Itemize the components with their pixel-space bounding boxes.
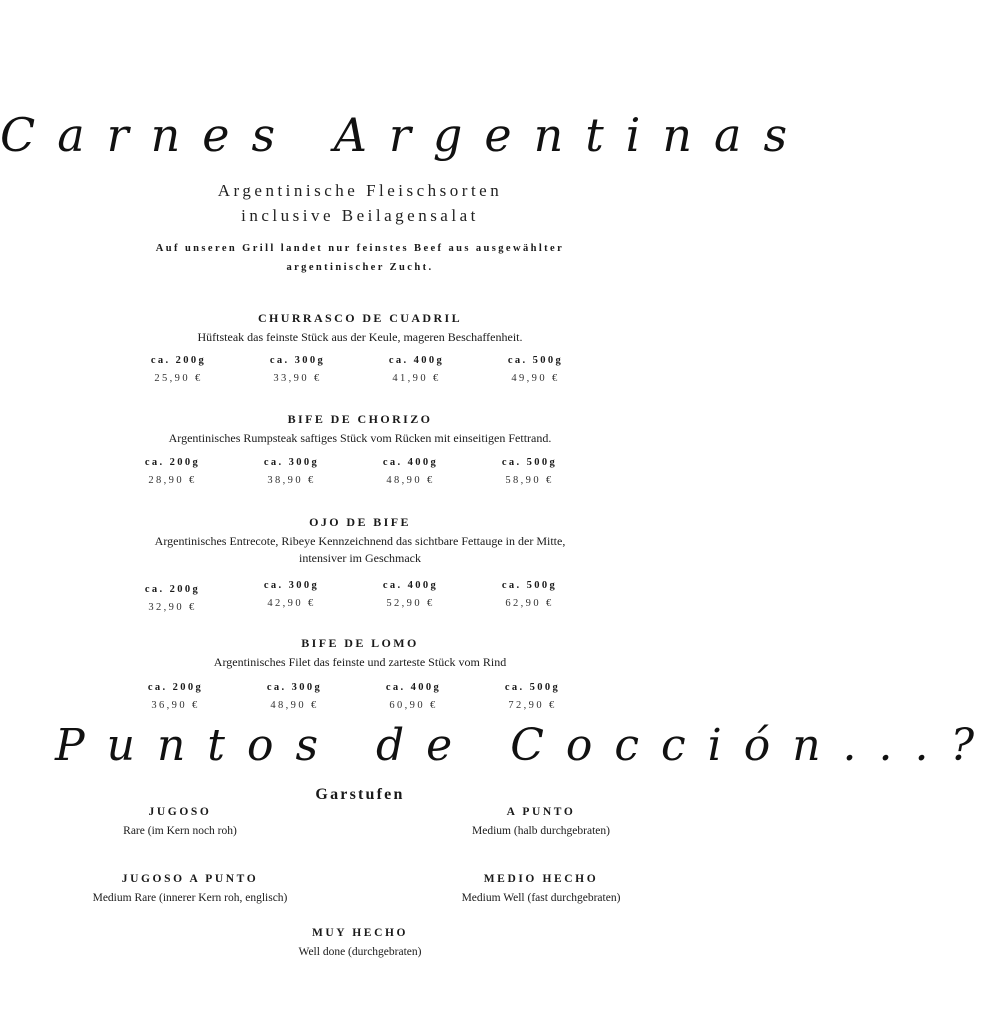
cut-desc-ojo-de-bife-line-2: intensiver im Geschmack — [299, 551, 421, 565]
price-label: 42,90 € — [267, 598, 316, 609]
cut-name-ojo-de-bife: OJO DE BIFE — [309, 515, 411, 529]
doneness-name: MEDIO HECHO — [483, 873, 599, 885]
weight-label: ca. 300g — [263, 580, 320, 591]
cut-desc-churrasco: Hüftsteak das feinste Stück aus der Keule, mageren Beschaffenheit. — [197, 330, 523, 344]
price-label: 58,90 € — [505, 475, 554, 486]
weight-label: ca. 400g — [385, 682, 442, 693]
weight-label: ca. 300g — [266, 682, 323, 693]
price-label: 33,90 € — [273, 373, 322, 384]
cut-name-bife-de-lomo: BIFE DE LOMO — [301, 636, 419, 650]
price-label: 32,90 € — [148, 602, 197, 613]
doneness-item-a-punto — [425, 806, 657, 837]
doneness-desc: Rare (im Kern noch roh) — [123, 825, 237, 837]
intro-line-2: argentinischer Zucht. — [286, 262, 434, 273]
price-label: 28,90 € — [148, 475, 197, 486]
price-label: 41,90 € — [392, 373, 441, 384]
doneness-desc: Medium (halb durchgebraten) — [472, 825, 610, 837]
price-option — [119, 355, 238, 384]
price-label: 48,90 € — [386, 475, 435, 486]
weight-label: ca. 500g — [507, 355, 564, 366]
price-grid-bife-de-chorizo — [113, 457, 589, 486]
subtitle-line-2: inclusive Beilagensalat — [241, 206, 479, 225]
weight-label: ca. 500g — [501, 457, 558, 468]
price-label: 38,90 € — [267, 475, 316, 486]
menu-title: Carnes Argentinas — [0, 108, 810, 162]
price-label: 52,90 € — [386, 598, 435, 609]
cut-desc-ojo-de-bife: Argentinisches Entrecote, Ribeye Kennzeichnend das sichtbare Fettauge in der Mitte, — [154, 534, 566, 548]
price-option — [238, 355, 357, 384]
price-option — [113, 457, 232, 486]
weight-label: ca. 200g — [144, 584, 201, 595]
price-label: 48,90 € — [270, 700, 319, 711]
price-label: 25,90 € — [154, 373, 203, 384]
doneness-name: JUGOSO A PUNTO — [121, 873, 259, 885]
subtitle-line-1: Argentinische Fleischsorten — [217, 181, 503, 200]
price-option — [351, 457, 470, 486]
intro-line-1: Auf unseren Grill landet nur feinstes Beef aus ausgewählter — [155, 243, 565, 254]
cut-name-churrasco: CHURRASCO DE CUADRIL — [257, 311, 462, 325]
doneness-desc: Medium Well (fast durchgebraten) — [461, 892, 621, 904]
price-label: 62,90 € — [505, 598, 554, 609]
doneness-desc: Well done (durchgebraten) — [298, 946, 422, 958]
doneness-desc: Medium Rare (innerer Kern roh, englisch) — [92, 892, 288, 904]
price-grid-bife-de-lomo — [116, 682, 592, 711]
weight-label: ca. 400g — [382, 580, 439, 591]
doneness-name: MUY HECHO — [311, 927, 409, 939]
price-option — [232, 580, 351, 613]
weight-label: ca. 300g — [263, 457, 320, 468]
doneness-item-jugoso-a-punto — [50, 873, 330, 904]
weight-label: ca. 200g — [150, 355, 207, 366]
price-option — [470, 457, 589, 486]
weight-label: ca. 300g — [269, 355, 326, 366]
doneness-title: Puntos de Cocción...? — [55, 720, 996, 771]
price-option — [354, 682, 473, 711]
price-option — [357, 355, 476, 384]
weight-label: ca. 500g — [501, 580, 558, 591]
cut-desc-bife-de-lomo: Argentinisches Filet das feinste und zarteste Stück vom Rind — [213, 655, 507, 669]
doneness-item-muy-hecho — [0, 927, 720, 958]
cut-desc-bife-de-chorizo: Argentinisches Rumpsteak saftiges Stück vom Rücken mit einseitigen Fettrand. — [168, 431, 552, 445]
price-grid-churrasco — [119, 355, 595, 384]
price-option — [476, 355, 595, 384]
price-option — [470, 580, 589, 613]
weight-label: ca. 200g — [144, 457, 201, 468]
weight-label: ca. 400g — [382, 457, 439, 468]
doneness-name: JUGOSO — [148, 806, 212, 818]
price-label: 60,90 € — [389, 700, 438, 711]
price-option — [235, 682, 354, 711]
weight-label: ca. 500g — [504, 682, 561, 693]
price-option — [351, 580, 470, 613]
price-label: 36,90 € — [151, 700, 200, 711]
price-label: 72,90 € — [508, 700, 557, 711]
price-option — [232, 457, 351, 486]
doneness-subtitle: Garstufen — [315, 786, 405, 803]
doneness-name: A PUNTO — [506, 806, 576, 818]
weight-label: ca. 400g — [388, 355, 445, 366]
price-label: 49,90 € — [511, 373, 560, 384]
price-option — [113, 580, 232, 613]
price-grid-ojo-de-bife — [113, 580, 589, 613]
price-option — [116, 682, 235, 711]
price-option — [473, 682, 592, 711]
doneness-item-medio-hecho — [425, 873, 657, 904]
weight-label: ca. 200g — [147, 682, 204, 693]
cut-name-bife-de-chorizo: BIFE DE CHORIZO — [287, 412, 433, 426]
doneness-item-jugoso — [60, 806, 300, 837]
